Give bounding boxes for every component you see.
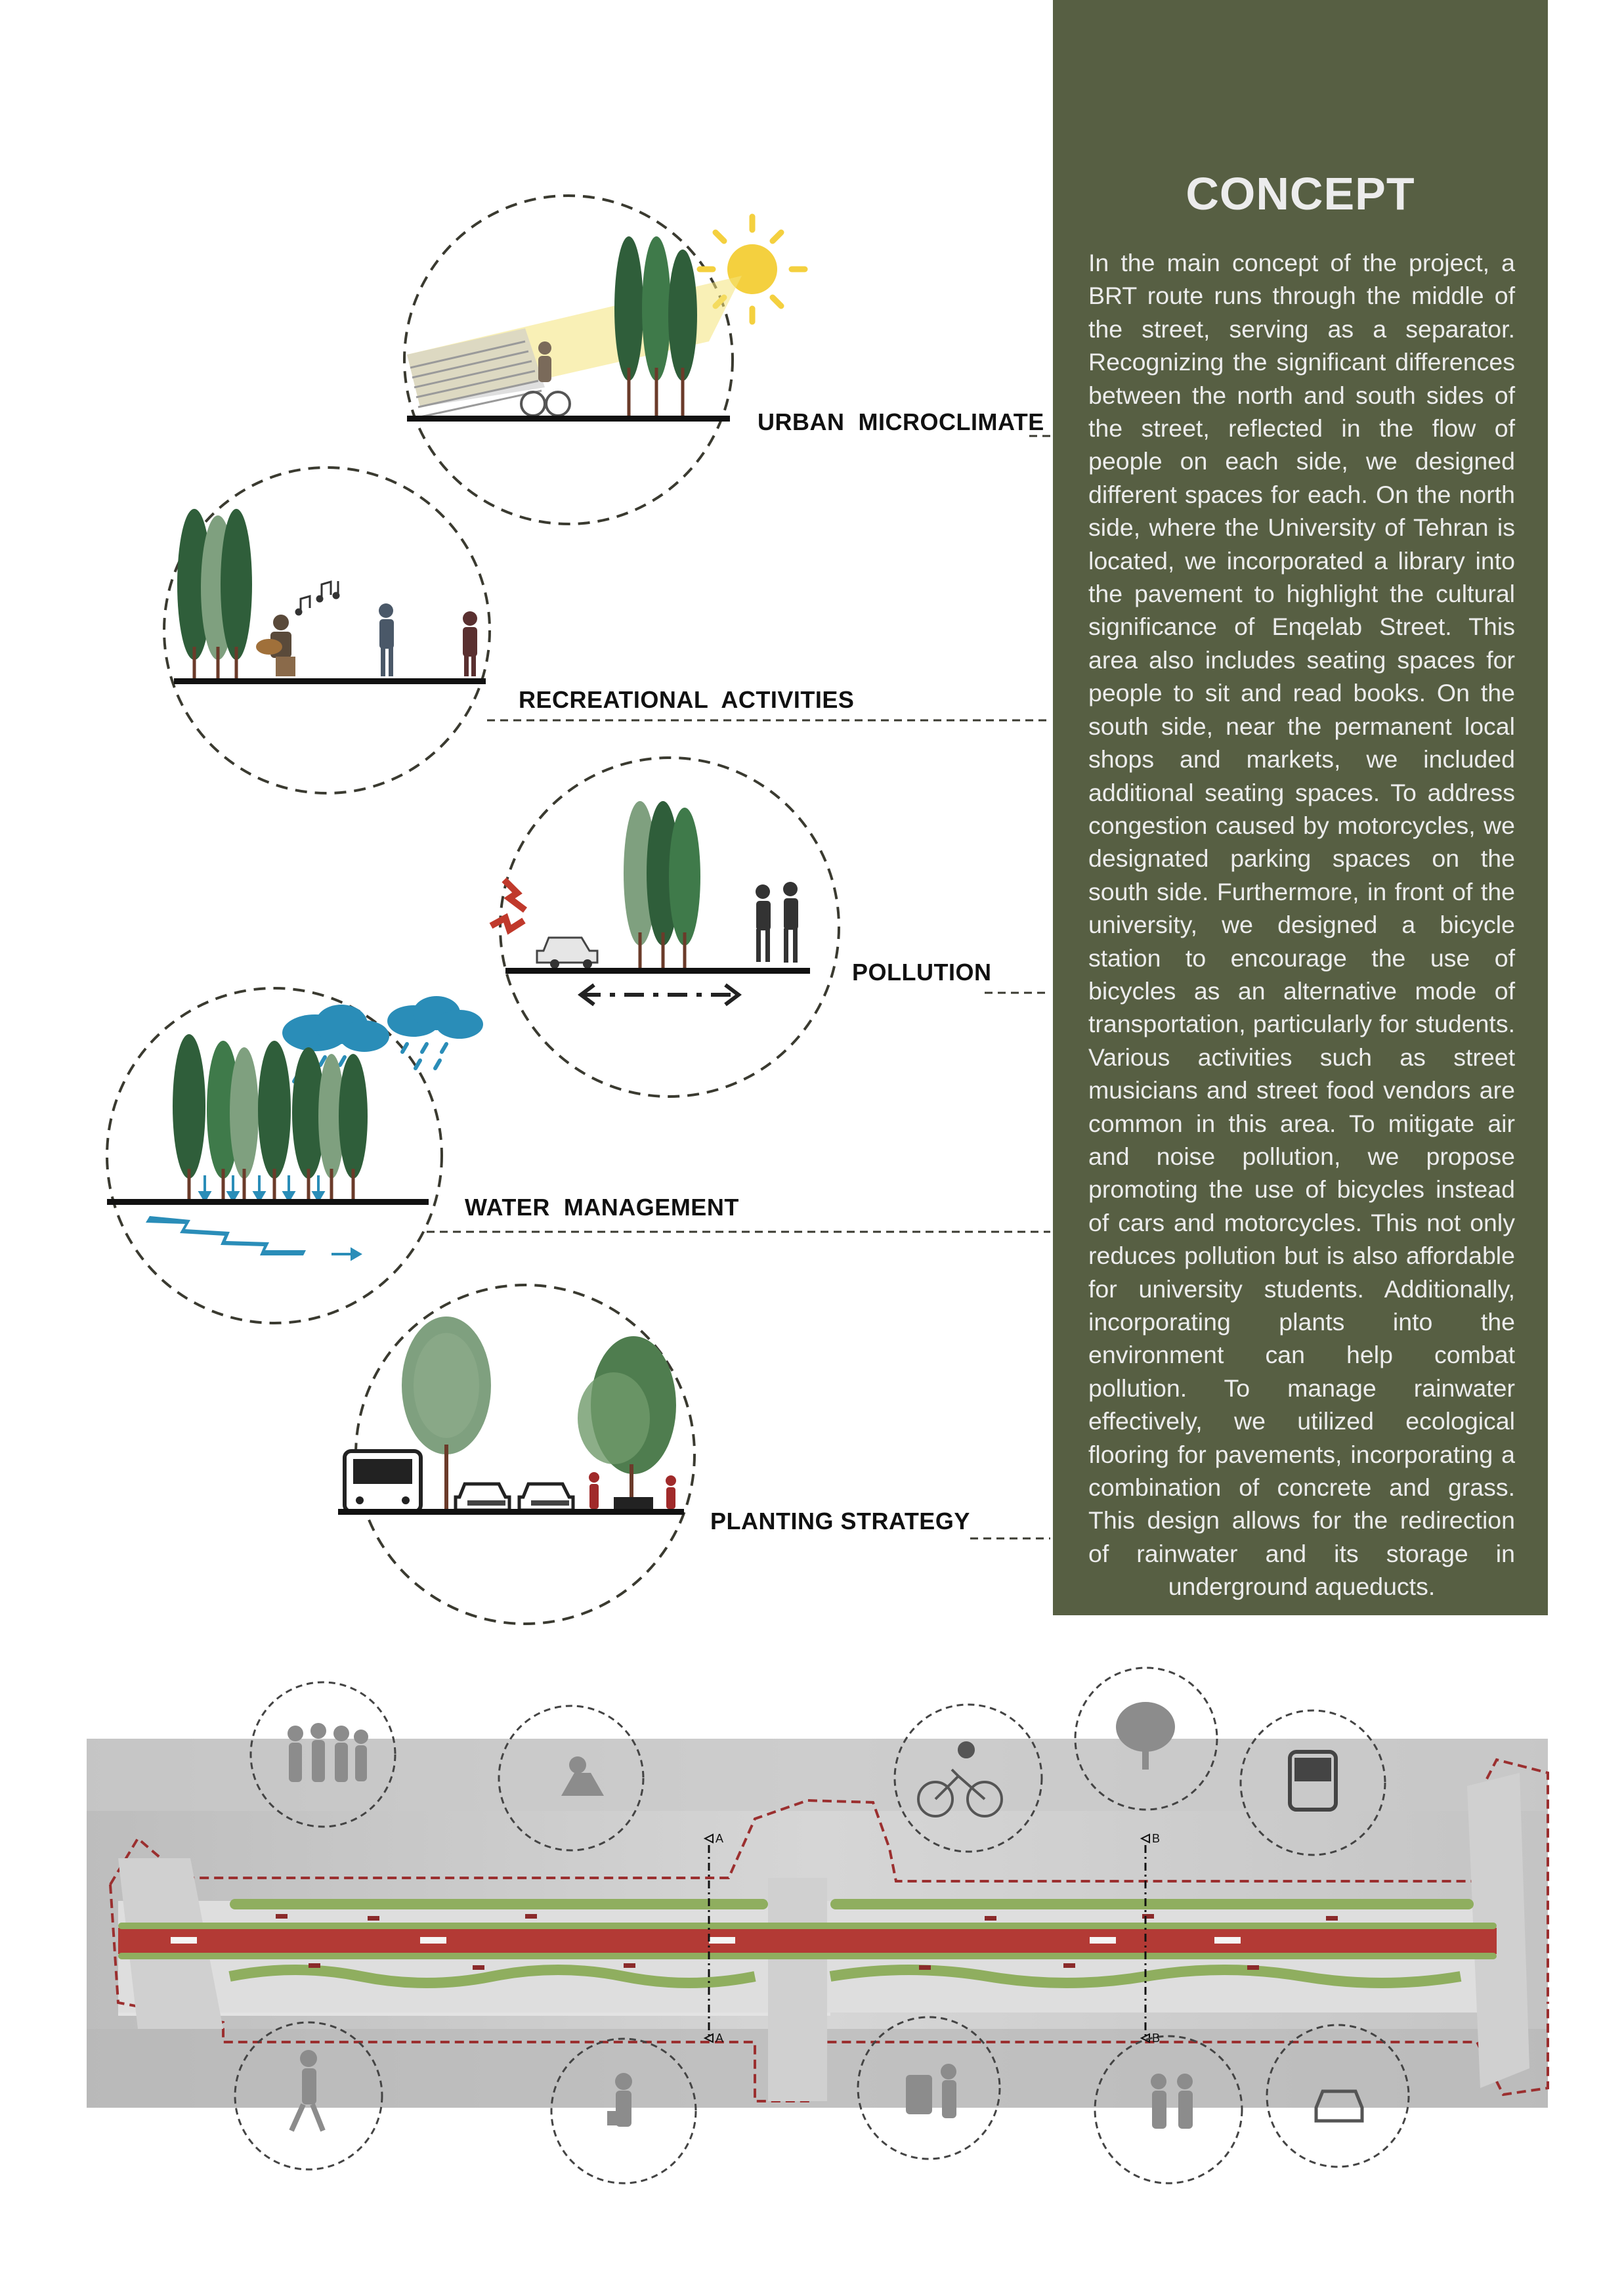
concept-title: CONCEPT	[1186, 168, 1415, 219]
section-mark-a-top: A	[716, 1832, 724, 1845]
label-pollution: POLLUTION	[852, 959, 992, 986]
tree-row-north	[230, 1899, 1474, 1909]
section-mark-a-bottom: A	[716, 2032, 724, 2045]
section-mark-b-top: B	[1152, 1832, 1161, 1845]
label-recreational-activities: RECREATIONAL ACTIVITIES	[519, 686, 855, 713]
label-urban-microclimate: URBAN MICROCLIMATE	[758, 408, 1044, 435]
concept-body: In the main concept of the project, a BRT route runs through the middle of the street, serving as a separator. Recognizing the significant differences between the north and south sides of the street, reflected in the flow of people on each side, we designed different spaces for each. On the north side, where the University of Tehran is located, we incorporated a library into the pavement to highlight the cultural significance of Enqelab Street. This area also includes seating spaces for people to sit and read books. On the south side, near the permanent local shops and markets, we included additional seating spaces. To address congestion caused by motorcycles, we designated parking spaces on the south side. Furthermore, in front of the university, we designed a bicycle station to encourage the use of bicycles as an alternative mode of transportation, particularly for students. Various activities such as street musicians and street food vendors are common in this area. To mitigate air and noise pollution, we propose promoting the use of bicycles instead of cars and motorcycles. This not only reduces pollution but is also affordable for university students. Additionally, incorporating plants into the environment can help combat pollution. To manage rainwater effectively, we utilized ecological flooring for pavements, incorporating a combination of concrete and grass. This design allows for the redirection of rainwater and its storage in underground aqueducts.	[1088, 249, 1515, 1601]
label-planting-strategy: PLANTING STRATEGY	[710, 1508, 970, 1534]
brt-lane	[118, 1928, 1497, 1954]
section-mark-b-bottom: B	[1152, 2032, 1161, 2045]
label-water-management: WATER MANAGEMENT	[465, 1194, 739, 1221]
